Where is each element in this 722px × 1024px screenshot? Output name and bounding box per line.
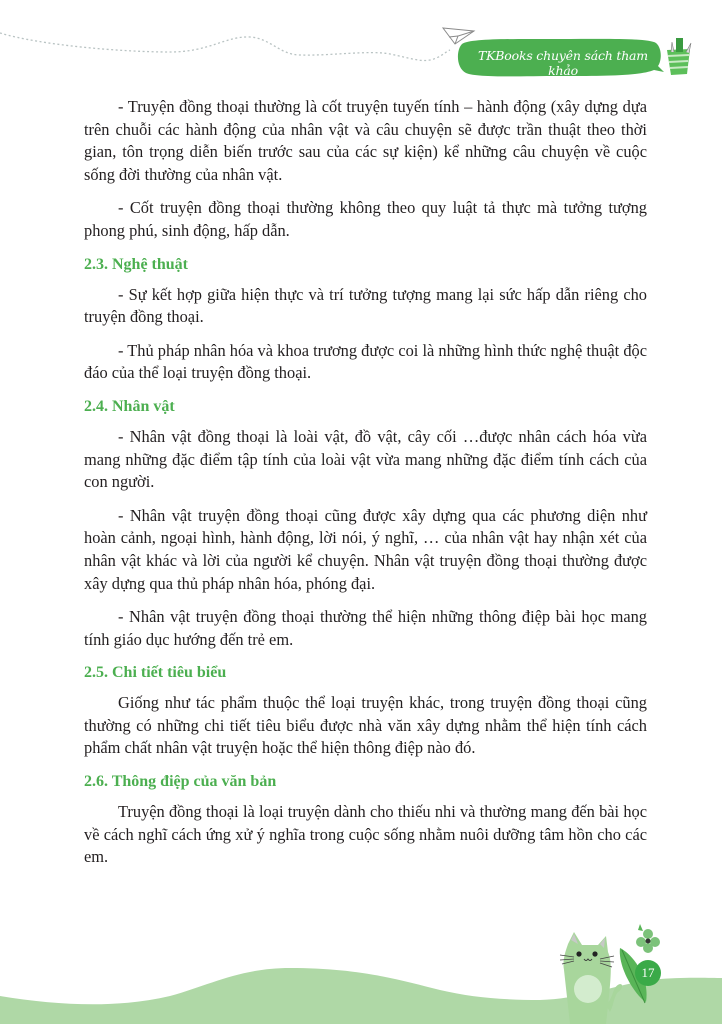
page-number-badge: 17: [635, 960, 661, 986]
publisher-banner: TKBooks chuyên sách tham khảo: [478, 48, 648, 78]
paragraph: Truyện đồng thoại là loại truyện dành cho thiếu nhi và thường mang đến bài học về cách nghĩ cách ứng xử ý nghĩa trong cuộc sống nhằm nuôi dưỡng tâm hồn cho các em.: [84, 802, 647, 867]
paragraph: - Truyện đồng thoại thường là cốt truyện tuyến tính – hành động (xây dựng dựa trên chuỗi các hành động của nhân vật và câu chuyện sẽ được trần thuật theo thời gian, tôn trọng diễn biến trước sau của các sự kiện) kể những câu chuyện về cuộc sống đời thường của nhân vật.: [84, 97, 647, 184]
section-heading: 2.3. Nghệ thuật: [84, 255, 189, 273]
flower-icon: [636, 924, 660, 953]
section-heading: 2.5. Chi tiết tiêu biểu: [84, 664, 227, 682]
dotted-wave-line: [0, 33, 450, 61]
paragraph: - Nhân vật truyện đồng thoại thường thể hiện những thông điệp bài học mang tính giáo dục hướng đến trẻ em.: [84, 607, 647, 649]
paragraph: - Thủ pháp nhân hóa và khoa trương được coi là những hình thức nghệ thuật độc đáo của thể loại truyện đồng thoại.: [84, 340, 647, 383]
paragraph: - Nhân vật đồng thoại là loài vật, đồ vật, cây cối …được nhân cách hóa vừa mang những đặc điểm tập tính của loài vật vừa mang những đặc điểm tính cách của con người.: [84, 426, 647, 492]
paragraph: Giống như tác phẩm thuộc thể loại truyện khác, trong truyện đồng thoại cũng thường có những chi tiết tiêu biểu được nhà văn xây dựng nhằm thể hiện tính cách phẩm chất nhân vật truyện hoặc thể hiện thông điệp nào đó.: [84, 693, 647, 758]
section-heading: 2.6. Thông điệp của văn bản: [84, 773, 277, 791]
page-content: [84, 96, 647, 880]
paragraph: - Cốt truyện đồng thoại thường không theo quy luật tả thực mà tưởng tượng phong phú, sinh động, hấp dẫn.: [84, 198, 647, 240]
footer-decoration: [0, 900, 722, 1024]
pencil-cup-icon: [667, 38, 691, 75]
section-heading: 2.4. Nhân vật: [84, 397, 175, 415]
paragraph: - Nhân vật truyện đồng thoại cũng được xây dựng qua các phương diện như hoàn cảnh, ngoại hình, hành động, lời nói, ý nghĩ, … của nhân vật hay nhận xét của nhân vật khác và lời của người kể chuyện. Nhân vật truyện đồng thoại thường được xây dựng qua thủ pháp nhân hóa, phóng đại.: [84, 505, 647, 593]
paragraph: - Sự kết hợp giữa hiện thực và trí tưởng tượng mang lại sức hấp dẫn riêng cho truyện đồng thoại.: [84, 284, 647, 327]
